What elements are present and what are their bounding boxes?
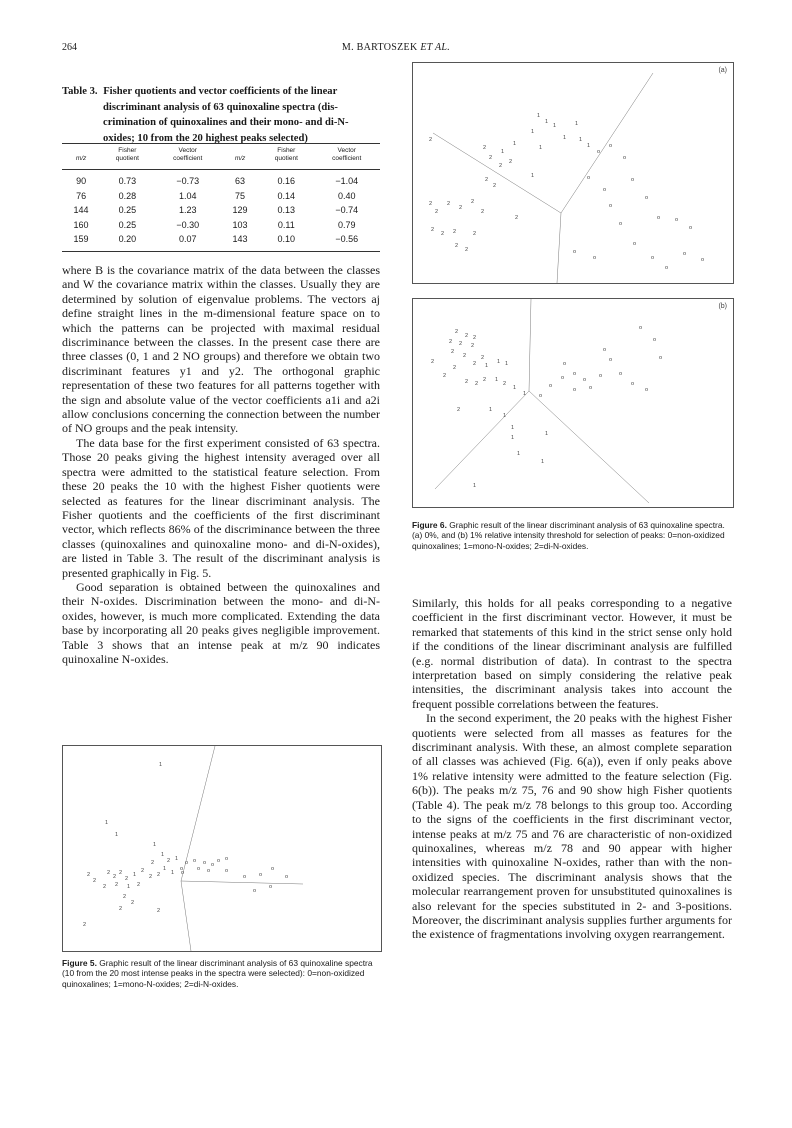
svg-text:1: 1 xyxy=(501,149,505,155)
svg-text:o: o xyxy=(549,383,553,389)
svg-text:o: o xyxy=(619,371,623,377)
table-cell: 0.11 xyxy=(277,219,295,230)
svg-text:o: o xyxy=(603,347,607,353)
svg-text:2: 2 xyxy=(107,870,111,876)
svg-text:2: 2 xyxy=(471,199,475,205)
table-cell: 103 xyxy=(232,219,248,230)
svg-text:2: 2 xyxy=(473,361,477,367)
svg-text:2: 2 xyxy=(87,872,91,878)
table3-caption xyxy=(62,84,380,146)
table3-header-cell: quotient xyxy=(100,155,154,170)
right-column-text xyxy=(412,596,732,942)
table3-header-cell: Vector xyxy=(178,147,197,154)
table-cell: 0.10 xyxy=(259,232,313,251)
table3-top-rule xyxy=(62,143,380,144)
figure-6b-plot xyxy=(412,298,734,508)
figure-5-plot xyxy=(62,745,382,952)
table-cell: 0.14 xyxy=(277,190,296,201)
figure-6b-tag: (b) xyxy=(718,303,727,310)
svg-text:1: 1 xyxy=(127,884,131,890)
table-cell: 0.73 xyxy=(118,176,137,186)
svg-text:2: 2 xyxy=(151,860,155,866)
table3-header-cell: m/z xyxy=(62,155,100,170)
table3-header-cell xyxy=(62,145,100,155)
svg-text:1: 1 xyxy=(161,852,165,858)
svg-text:o: o xyxy=(573,371,577,377)
svg-text:2: 2 xyxy=(149,874,153,880)
svg-text:2: 2 xyxy=(475,381,479,387)
table-cell: 1.04 xyxy=(178,190,197,201)
svg-text:o: o xyxy=(269,884,273,890)
figure-6a-scatter xyxy=(413,63,733,283)
svg-text:2: 2 xyxy=(453,365,457,371)
table3-caption-line-3: crimination of quinoxalines and their mono- and di-N- xyxy=(103,117,349,128)
svg-text:2: 2 xyxy=(125,876,129,882)
figure-6-label: Figure 6. xyxy=(412,520,447,530)
svg-text:o: o xyxy=(207,868,211,874)
table-cell: 0.28 xyxy=(118,190,137,201)
svg-text:o: o xyxy=(593,255,597,261)
paragraph: In the second experiment, the 20 peaks with the highest Fisher quotients were selected from all masses as features for the discriminant analysis. With these, an almost complete separation of all classes was achieved (Fig. 6(a)), even if only peaks above 1% relative intensity were admitted to the feature selection (Fig. 6(b)). The peaks m/z 75, 76 and 90 show high Fisher quotients (Table 4). The peak m/z 78 belongs to this group too. According to the signs of the coefficients in the first discriminant vector, intense peaks at m/z 75 and 76 are characteristic of non-oxidized quinoxalines, whereas m/z 78 and 90 appear with higher intensities with quinoxaline N-oxides, rather than with the non-oxidized species. The discriminant analysis shows that the molecular rearrangement proven for unsubstituted quinoxalines is also relevant for the species substituted in 2- and 3-positions. Moreover, the discriminant analysis supplies further arguments for the existence of fragmentations involving oxygen rearrangement. xyxy=(412,711,732,942)
svg-text:1: 1 xyxy=(473,483,477,489)
table-cell: 0.40 xyxy=(337,190,356,201)
svg-text:1: 1 xyxy=(513,141,517,147)
svg-text:2: 2 xyxy=(431,227,435,233)
svg-text:2: 2 xyxy=(483,145,487,151)
running-header-etal: ET AL. xyxy=(420,42,451,53)
svg-text:1: 1 xyxy=(171,870,175,876)
svg-text:o: o xyxy=(603,187,607,193)
svg-text:1: 1 xyxy=(485,363,489,369)
svg-text:2: 2 xyxy=(119,870,123,876)
table-row xyxy=(62,218,380,233)
page-number: 264 xyxy=(62,42,77,53)
svg-text:2: 2 xyxy=(449,339,453,345)
svg-text:o: o xyxy=(657,215,661,221)
svg-text:o: o xyxy=(631,177,635,183)
table-cell: 160 xyxy=(73,219,89,230)
figure-5-label: Figure 5. xyxy=(62,958,97,968)
svg-text:1: 1 xyxy=(587,143,591,149)
svg-text:o: o xyxy=(653,337,657,343)
svg-text:2: 2 xyxy=(443,373,447,379)
svg-text:2: 2 xyxy=(493,183,497,189)
svg-text:2: 2 xyxy=(435,209,439,215)
table-cell: 0.16 xyxy=(277,176,296,186)
svg-text:2: 2 xyxy=(455,329,459,335)
svg-text:1: 1 xyxy=(575,121,579,127)
svg-text:2: 2 xyxy=(489,155,493,161)
svg-text:1: 1 xyxy=(541,459,545,465)
svg-text:2: 2 xyxy=(441,231,445,237)
table-cell: 0.13 xyxy=(277,205,296,215)
svg-text:2: 2 xyxy=(485,177,489,183)
svg-text:2: 2 xyxy=(429,201,433,207)
svg-text:2: 2 xyxy=(123,894,127,900)
table-cell: −0.74 xyxy=(335,205,359,215)
svg-text:o: o xyxy=(197,866,201,872)
svg-text:o: o xyxy=(619,221,623,227)
svg-text:o: o xyxy=(689,225,693,231)
table-row xyxy=(62,170,380,189)
svg-text:1: 1 xyxy=(511,435,515,441)
svg-text:o: o xyxy=(243,874,247,880)
svg-text:2: 2 xyxy=(481,209,485,215)
svg-text:o: o xyxy=(609,203,613,209)
table-cell: 143 xyxy=(221,232,259,251)
table-cell: 75 xyxy=(235,190,246,201)
svg-text:1: 1 xyxy=(495,377,499,383)
table3-header-cell: coefficient xyxy=(314,155,380,170)
svg-text:o: o xyxy=(683,251,687,257)
svg-text:1: 1 xyxy=(553,123,557,129)
svg-text:2: 2 xyxy=(167,858,171,864)
svg-text:2: 2 xyxy=(459,205,463,211)
svg-text:o: o xyxy=(587,175,591,181)
svg-text:o: o xyxy=(701,257,705,263)
table-cell: 90 xyxy=(76,176,87,186)
table3-caption-line-4: oxides; 10 from the 20 highest peaks selected) xyxy=(103,132,308,144)
table-cell: 76 xyxy=(76,190,87,201)
paragraph: Good separation is obtained between the quinoxalines and their N-oxides. Discrimination between the mono- and di-N-oxides, however, is much more complicated. Extending the data base by incorporating all 20 peaks gives negligible improvement. Table 3 shows that an intense peak at m/z 90 indicates quinoxaline N-oxides. xyxy=(62,579,380,666)
svg-text:o: o xyxy=(563,361,567,367)
table-cell: 0.79 xyxy=(337,219,356,230)
svg-text:2: 2 xyxy=(113,874,117,880)
svg-text:2: 2 xyxy=(481,355,485,361)
table3-header-cell xyxy=(221,145,259,155)
svg-text:o: o xyxy=(675,217,679,223)
svg-text:o: o xyxy=(589,385,593,391)
svg-text:2: 2 xyxy=(465,247,469,253)
svg-text:o: o xyxy=(597,149,601,155)
paragraph: The data base for the first experiment consisted of 63 spectra. Those 20 peaks giving the highest intensity averaged over all spectra were admitted to the statistical feature selection. From these 20 peaks the 10 with the highest Fisher quotients were selected as features for the linear discriminant analysis. The Fisher quotients and the coefficients of the first discriminant vector, which reflects 86% of the discriminance between the three classes (quinoxalines and quinoxaline mono- and di-N-oxides), are listed in Table 3. The result of the discriminant analysis is presented graphically in Fig. 5. xyxy=(62,435,380,580)
svg-text:1: 1 xyxy=(153,842,157,848)
svg-text:2: 2 xyxy=(157,908,161,914)
svg-text:2: 2 xyxy=(451,349,455,355)
table-row xyxy=(62,203,380,218)
svg-text:2: 2 xyxy=(131,900,135,906)
svg-text:o: o xyxy=(573,249,577,255)
svg-text:1: 1 xyxy=(159,762,163,768)
svg-text:2: 2 xyxy=(457,407,461,413)
svg-text:2: 2 xyxy=(509,159,513,165)
svg-text:o: o xyxy=(180,866,184,872)
table-cell: 0.20 xyxy=(100,232,154,251)
svg-text:1: 1 xyxy=(537,113,541,119)
svg-text:o: o xyxy=(659,355,663,361)
table-row xyxy=(62,189,380,204)
svg-text:2: 2 xyxy=(83,922,87,928)
table3-header-row-top xyxy=(62,145,380,155)
svg-text:o: o xyxy=(561,375,565,381)
svg-text:o: o xyxy=(211,862,215,868)
svg-text:o: o xyxy=(225,856,229,862)
svg-text:2: 2 xyxy=(473,231,477,237)
table3-label: Table 3. xyxy=(62,86,98,97)
table3-header-cell: Fisher xyxy=(277,147,296,154)
table3-caption-line-1: Fisher quotients and vector coefficients of the linear xyxy=(103,86,338,97)
svg-text:2: 2 xyxy=(455,243,459,249)
svg-text:1: 1 xyxy=(545,431,549,437)
svg-text:2: 2 xyxy=(103,884,107,890)
svg-text:o: o xyxy=(645,387,649,393)
svg-text:1: 1 xyxy=(539,145,543,151)
svg-text:o: o xyxy=(583,377,587,383)
svg-text:1: 1 xyxy=(511,425,515,431)
table-cell: 63 xyxy=(235,176,246,186)
svg-text:o: o xyxy=(225,868,229,874)
svg-text:2: 2 xyxy=(157,872,161,878)
svg-text:o: o xyxy=(203,860,207,866)
svg-text:o: o xyxy=(599,373,603,379)
running-header xyxy=(0,42,792,53)
table3-header-cell: Fisher xyxy=(118,147,137,154)
table-cell: −0.56 xyxy=(314,232,380,251)
svg-text:1: 1 xyxy=(503,413,507,419)
table3-header-row-bottom xyxy=(62,155,380,170)
table3-header-cell: Vector xyxy=(337,147,356,154)
svg-text:2: 2 xyxy=(431,359,435,365)
svg-text:1: 1 xyxy=(489,407,493,413)
svg-text:1: 1 xyxy=(505,361,509,367)
svg-text:2: 2 xyxy=(459,341,463,347)
table-cell: −1.04 xyxy=(335,176,359,186)
svg-text:1: 1 xyxy=(545,119,549,125)
svg-text:1: 1 xyxy=(497,359,501,365)
svg-text:o: o xyxy=(217,858,221,864)
table-row xyxy=(62,232,380,251)
figure-6a-tag: (a) xyxy=(718,67,727,74)
svg-text:2: 2 xyxy=(465,379,469,385)
svg-text:1: 1 xyxy=(513,385,517,391)
table-cell: 144 xyxy=(73,205,89,215)
svg-text:2: 2 xyxy=(115,882,119,888)
svg-text:1: 1 xyxy=(133,872,137,878)
svg-text:o: o xyxy=(259,872,263,878)
svg-text:o: o xyxy=(271,866,275,872)
figure-6a-plot xyxy=(412,62,734,284)
svg-text:2: 2 xyxy=(515,215,519,221)
table3-header-cell: m/z xyxy=(221,155,259,170)
svg-text:2: 2 xyxy=(499,163,503,169)
svg-text:2: 2 xyxy=(453,229,457,235)
svg-text:1: 1 xyxy=(517,451,521,457)
table-cell: −0.73 xyxy=(176,176,200,186)
svg-text:1: 1 xyxy=(175,856,179,862)
left-column-text xyxy=(62,263,380,666)
table-cell: 1.23 xyxy=(178,205,197,215)
svg-text:2: 2 xyxy=(119,906,123,912)
svg-text:2: 2 xyxy=(473,335,477,341)
svg-text:o: o xyxy=(651,255,655,261)
svg-text:1: 1 xyxy=(105,820,109,826)
svg-text:2: 2 xyxy=(429,137,433,143)
svg-text:o: o xyxy=(639,325,643,331)
figure-6-caption xyxy=(412,520,732,551)
svg-text:o: o xyxy=(185,860,189,866)
svg-text:o: o xyxy=(181,870,185,876)
table3-caption-line-2: discriminant analysis of 63 quinoxaline spectra (dis- xyxy=(103,101,338,113)
table-cell: 0.25 xyxy=(118,219,137,230)
table-cell: 129 xyxy=(232,205,248,215)
figure-6b-scatter xyxy=(413,299,733,507)
table-cell: 0.25 xyxy=(118,205,137,215)
svg-text:o: o xyxy=(631,381,635,387)
svg-text:2: 2 xyxy=(141,868,145,874)
svg-text:1: 1 xyxy=(531,129,535,135)
paragraph: where B is the covariance matrix of the data between the classes and W the covariance matrix within the classes. Usually they are determined by solution of eigenvalue problems. The vectors aj define straight lines in the m-dimensional feature space on to which the patterns can be projected with maximal residual discriminance between the classes. In the present case there are three classes (0, 1 and 2 NO groups) and therefore we obtain two discriminant features y1 and y2. The orthogonal graphic representation of these two features for all patterns together with the sign and absolute value of the vector coefficients a1i and a2i allow conclusions concerning the connection between the number of NO groups and the peak intensity. xyxy=(62,263,380,436)
figure-6-caption-text: Graphic result of the linear discriminant analysis of 63 quinoxaline spectra. (a) 0%, and (b) 1% relative intensity threshold for selection of peaks: 0=non-oxidized quinoxalines; 1=mono-N-oxides; 2=di-N-oxides. xyxy=(412,520,725,551)
svg-text:2: 2 xyxy=(447,201,451,207)
paragraph: Similarly, this holds for all peaks corresponding to a negative coefficient in the first discriminant vector. However, it must be remarked that statements of this kind in the strict sense only hold if the conditions of the linear discriminant analysis are fulfilled (e.g. normal distribution of data). In contrast to the spectra interpretation based on simply considering the relative peak intensities, the discriminant analysis takes into account the frequent possible correlations between the features. xyxy=(412,596,732,711)
table-cell: 159 xyxy=(62,232,100,251)
running-header-author: M. BARTOSZEK xyxy=(341,42,418,53)
svg-text:1: 1 xyxy=(579,137,583,143)
figure-5-caption-text: Graphic result of the linear discriminant analysis of 63 quinoxaline spectra (10 from the 20 most intense peaks in the spectra were selected): 0=non-oxidized quinoxalines; 1=mono-N-oxides; 2=di-N-oxides. xyxy=(62,958,373,989)
figure-5-caption xyxy=(62,958,380,989)
svg-text:o: o xyxy=(539,393,543,399)
svg-text:1: 1 xyxy=(115,832,119,838)
svg-text:o: o xyxy=(633,241,637,247)
svg-text:2: 2 xyxy=(93,878,97,884)
table3-header-cell: coefficient xyxy=(155,155,221,170)
svg-text:2: 2 xyxy=(463,353,467,359)
table3-header-cell: quotient xyxy=(259,155,313,170)
svg-text:1: 1 xyxy=(163,866,167,872)
svg-text:1: 1 xyxy=(563,135,567,141)
svg-text:o: o xyxy=(609,143,613,149)
svg-text:2: 2 xyxy=(471,343,475,349)
svg-text:2: 2 xyxy=(503,381,507,387)
svg-text:o: o xyxy=(645,195,649,201)
svg-text:2: 2 xyxy=(137,882,141,888)
table3 xyxy=(62,145,380,252)
svg-text:o: o xyxy=(623,155,627,161)
svg-text:o: o xyxy=(609,357,613,363)
svg-text:1: 1 xyxy=(531,173,535,179)
svg-text:o: o xyxy=(193,858,197,864)
table-cell: −0.30 xyxy=(176,219,200,230)
svg-text:o: o xyxy=(285,874,289,880)
svg-text:o: o xyxy=(573,387,577,393)
svg-text:o: o xyxy=(253,888,257,894)
svg-text:1: 1 xyxy=(523,391,527,397)
figure-5-scatter xyxy=(63,746,381,951)
svg-text:2: 2 xyxy=(483,377,487,383)
table-cell: 0.07 xyxy=(155,232,221,251)
svg-text:2: 2 xyxy=(465,333,469,339)
svg-text:o: o xyxy=(665,265,669,271)
